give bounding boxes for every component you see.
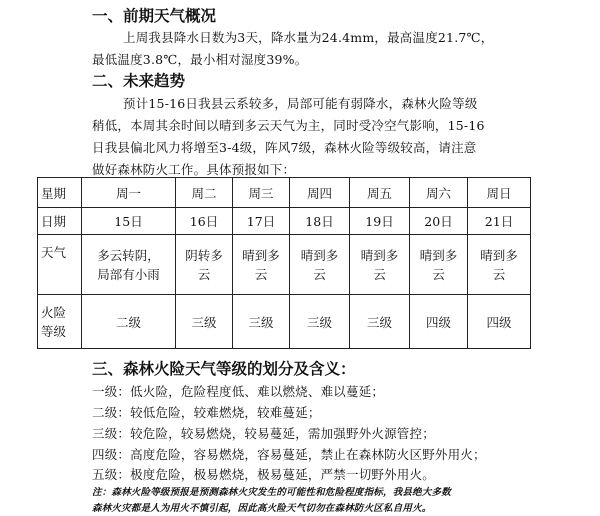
table-row-weather — [38, 235, 531, 295]
section1-heading: 一、前期天气概况 — [92, 7, 217, 25]
weather-text: 晴到多 — [242, 247, 280, 263]
date-cell: 18日 — [290, 208, 350, 235]
weather-text: 局部有小雨 — [97, 266, 160, 282]
weather-cell — [410, 235, 468, 295]
date-cell: 21日 — [468, 208, 531, 235]
row-label-fire — [38, 295, 82, 349]
section2-heading: 二、未来趋势 — [92, 72, 186, 90]
weather-cell — [350, 235, 410, 295]
row-label-weather: 天气 — [38, 235, 82, 295]
table-row-fire-level — [38, 295, 531, 349]
weather-text: 云 — [254, 266, 268, 282]
weather-cell — [468, 235, 531, 295]
section3-heading: 三、森林火险天气等级的划分及含义： — [92, 360, 356, 378]
weather-cell — [233, 235, 290, 295]
section2-line2: 稍低，本周其余时间以晴到多云天气为主，同时受冷空气影响，15-16 — [92, 118, 485, 133]
forecast-table — [37, 177, 531, 349]
week-cell: 周五 — [350, 178, 410, 208]
fire-level-cell: 三级 — [290, 295, 350, 349]
section2-line4: 做好森林防火工作。具体预报如下： — [92, 162, 296, 177]
date-cell: 17日 — [233, 208, 290, 235]
week-cell: 周三 — [233, 178, 290, 208]
fire-level-definition: 一级：低火险，危险程度低、难以燃烧、难以蔓延； — [92, 384, 385, 399]
weather-text: 晴到多 — [300, 247, 339, 263]
fire-level-cell: 三级 — [233, 295, 290, 349]
row-label-date: 日期 — [38, 208, 82, 235]
section2-line3: 日我县偏北风力将增至3-4级，阵风7级，森林火险等级较高，请注意 — [92, 140, 477, 155]
fire-level-cell: 四级 — [410, 295, 468, 349]
week-cell: 周四 — [290, 178, 350, 208]
section1-line2: 最低温度3.8℃，最小相对湿度39%。 — [92, 52, 308, 67]
weather-text: 晴到多 — [360, 247, 399, 263]
fire-level-cell: 二级 — [82, 295, 176, 349]
row-label-week: 星期 — [38, 178, 82, 208]
fire-level-definition: 二级：较低危险，较难燃烧，较难蔓延； — [92, 405, 321, 420]
weather-text: 云 — [492, 266, 506, 282]
row-label-fire-2: 等级 — [41, 323, 67, 339]
weather-text: 阴转多 — [185, 247, 223, 263]
fire-level-definition: 四级：高度危险，容易燃烧，容易蔓延，禁止在森林防火区野外用火； — [92, 447, 486, 462]
date-cell: 16日 — [176, 208, 233, 235]
weather-text: 晴到多 — [480, 247, 518, 263]
date-cell: 15日 — [82, 208, 176, 235]
week-cell: 周六 — [410, 178, 468, 208]
weather-text: 晴到多 — [419, 247, 458, 263]
week-cell: 周日 — [468, 178, 531, 208]
fire-level-definition: 五级：极度危险，极易燃烧，极易蔓延，严禁一切野外用火。 — [92, 467, 435, 482]
date-cell: 20日 — [410, 208, 468, 235]
row-label-fire-1: 火险 — [41, 304, 67, 320]
fire-level-cell: 三级 — [176, 295, 233, 349]
weather-text: 多云转阴， — [97, 247, 160, 263]
note-line1: 注：森林火险等级预报是预测森林火灾发生的可能性和危险程度指标，我县绝大多数 — [92, 487, 451, 498]
week-cell: 周一 — [82, 178, 176, 208]
date-cell: 19日 — [350, 208, 410, 235]
week-cell: 周二 — [176, 178, 233, 208]
section1-line1: 上周我县降水日数为3天，降水量为24.4mm，最高温度21.7℃， — [123, 30, 494, 45]
weather-cell — [176, 235, 233, 295]
section2-line1: 预计15-16日我县云系较多，局部可能有弱降水，森林火险等级 — [123, 96, 478, 111]
weather-text: 云 — [432, 266, 445, 282]
weather-text: 云 — [373, 266, 386, 282]
weather-cell — [290, 235, 350, 295]
weather-cell — [82, 235, 176, 295]
table-row-date — [38, 208, 531, 235]
fire-level-definition: 三级：较危险，较易燃烧，较易蔓延，需加强野外火源管控； — [92, 426, 435, 441]
table-row-week — [38, 178, 531, 208]
note-line2: 森林火灾都是人为用火不慎引起，因此高火险天气切勿在森林防火区私自用火。 — [92, 503, 432, 514]
weather-text: 云 — [313, 266, 326, 282]
fire-level-cell: 四级 — [468, 295, 531, 349]
weather-text: 云 — [197, 266, 211, 282]
fire-level-cell: 三级 — [350, 295, 410, 349]
